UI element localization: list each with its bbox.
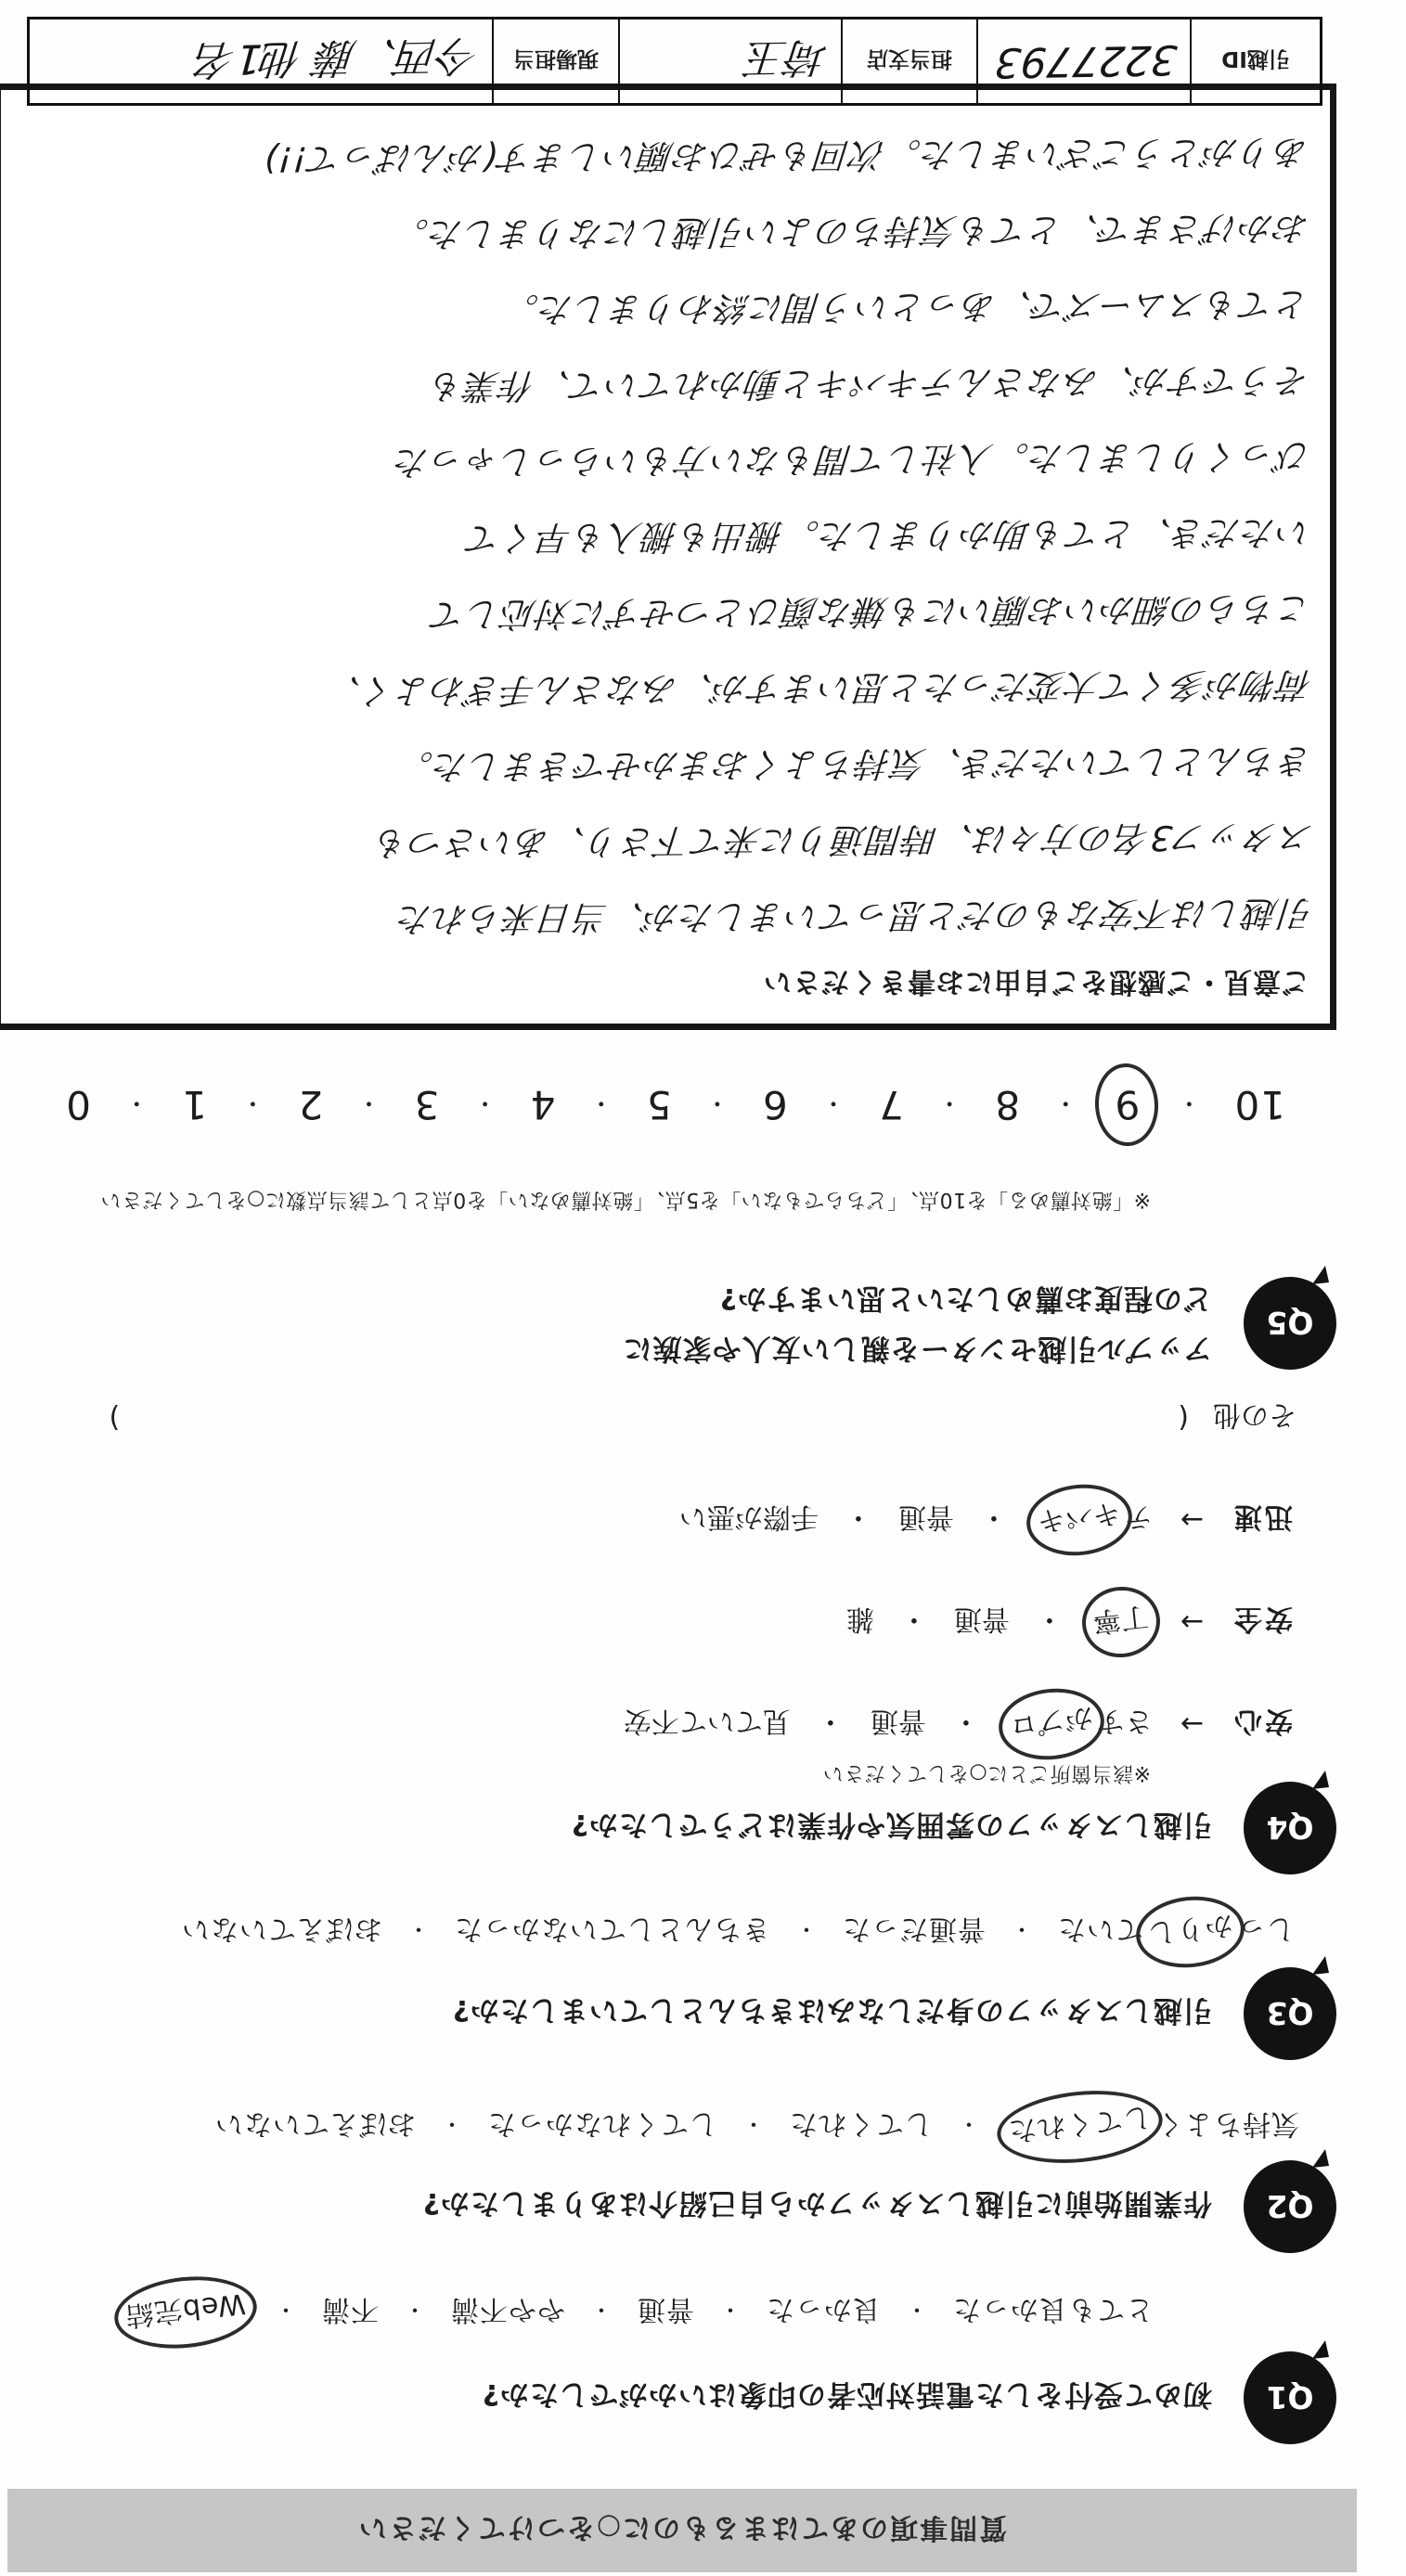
q5-title-line1: アップル引越センターを親しい友人や家族に [622, 1332, 1212, 1365]
q3-badge-label: Q3 [1266, 1995, 1314, 2032]
question-4 [571, 1782, 1336, 1874]
q1-options [122, 2288, 1154, 2337]
q3-title: 引越しスタッフの身だしなみはきちんとしていましたか? [452, 1993, 1212, 2028]
comment-line: こちらの細かいお願いにも嫌な顔ひとつせずに対応して [429, 588, 1313, 635]
scale-value-5[interactable]: 5 [645, 1082, 672, 1128]
comment-line: いただき、とても助かりました。搬出も搬入も早くて [465, 512, 1313, 559]
scale-value-3[interactable]: 3 [413, 1082, 440, 1128]
option[interactable]: 雑 [845, 1603, 874, 1635]
option-separator: ・ [957, 2111, 980, 2138]
q5-note: ※「絶対薦める」を10点、「どちらでもない」を5点、「絶対薦めない」を0点として該当点数に○をしてください [100, 1188, 1151, 1211]
scale-separator: ・ [703, 1088, 729, 1117]
arrow-icon: → [1180, 1503, 1204, 1537]
option[interactable]: 普通 [953, 1603, 1010, 1635]
q5-badge-icon [1244, 1277, 1336, 1370]
q3-badge-icon [1244, 1967, 1336, 2060]
option[interactable]: 普通 [870, 1705, 926, 1737]
branch-value [620, 19, 841, 103]
q4-badge-label: Q4 [1266, 1810, 1314, 1847]
option[interactable]: しっかりしていた [1057, 1908, 1295, 1956]
scale-separator: ・ [936, 1088, 962, 1117]
option[interactable]: してくれた [789, 2107, 933, 2140]
question-3 [452, 1967, 1336, 2060]
option[interactable]: 手際が悪い [678, 1501, 819, 1533]
option[interactable]: 見ていて不安 [623, 1705, 791, 1737]
scale-separator: ・ [1176, 1088, 1202, 1117]
question-5 [623, 1273, 1336, 1373]
q4-badge-icon [1244, 1782, 1336, 1874]
arrow-icon: → [1180, 1707, 1204, 1741]
option[interactable]: テキパキ [1034, 1496, 1153, 1544]
scale-value-10[interactable]: 10 [1233, 1082, 1285, 1128]
q2-title: 作業開始前に引越しスタッフから自己紹介はありましたか? [422, 2186, 1212, 2221]
q4-other-paren-open: ( [1178, 1401, 1189, 1435]
q1-badge-label: Q1 [1266, 2379, 1314, 2416]
option[interactable]: おぼえていない [181, 1913, 382, 1945]
comment-box[interactable] [0, 84, 1336, 1030]
q2-options [214, 2100, 1299, 2151]
option[interactable]: さすがプロ [1006, 1700, 1153, 1748]
comment-line: 引越しは不安なものだと思っていましたが、当日来られた [395, 893, 1316, 940]
scale-separator: ・ [1052, 1088, 1078, 1117]
option-separator: ・ [742, 2111, 765, 2138]
option-separator: ・ [794, 1916, 818, 1943]
option[interactable]: 普通だった [842, 1913, 986, 1945]
scale-value-6[interactable]: 6 [762, 1082, 788, 1128]
option[interactable]: おぼえていない [214, 2107, 416, 2140]
comment-line: びっくりしました。入社して間もない方もいらっしゃった [393, 436, 1312, 483]
q4-note: ※該当箇所ごとに○をしてください [822, 1761, 1151, 1784]
arrow-icon: → [1180, 1605, 1204, 1639]
q1-badge-icon [1244, 2351, 1336, 2444]
comment-line: ありがとうございました。次回もぜひお願いします(がんばって!!) [262, 132, 1310, 180]
option-separator: ・ [951, 1705, 980, 1737]
option-separator: ・ [816, 1705, 845, 1737]
instruction-text: 質問事項のあてはまるものに○をつけてください [356, 2511, 1008, 2544]
option[interactable]: 普通 [637, 2293, 694, 2325]
option-separator: ・ [899, 1603, 928, 1635]
option-separator: ・ [718, 2297, 742, 2324]
scale-value-0[interactable]: 0 [65, 1082, 92, 1128]
q5-title-line2: どの程度お薦めしたいと思いますか? [719, 1282, 1212, 1315]
q4-other-row[interactable] [110, 1397, 1296, 1438]
scale-separator: ・ [239, 1088, 265, 1117]
crew-value [30, 19, 492, 103]
option[interactable]: 不満 [321, 2293, 379, 2325]
q1-title: 初めて受付をした電話対応者の印象はいかがでしたか? [482, 2377, 1212, 2412]
comment-line: おかげさまで、とても気持ちのよい引越しになりました。 [392, 208, 1311, 255]
scale-value-9[interactable] [1110, 1079, 1143, 1132]
q4-row-label: 安全 [1232, 1603, 1293, 1635]
comment-line: とてもスムーズで、あっという間に終わりました。 [501, 284, 1311, 330]
option[interactable]: きちんとしていなかった [454, 1913, 770, 1945]
q4-row-安全 [846, 1598, 1293, 1646]
scale-separator: ・ [587, 1088, 613, 1117]
q4-other-paren-close: ) [109, 1401, 121, 1435]
footer-id-table [27, 17, 1322, 106]
option[interactable]: とても良かった [952, 2293, 1154, 2325]
q5-badge-label: Q5 [1266, 1305, 1314, 1342]
option-separator: ・ [1010, 1916, 1033, 1943]
branch-handwriting: 埼玉 [744, 32, 831, 82]
option[interactable]: 普通 [897, 1501, 954, 1533]
comment-line: きちんとしていただき、気持ちよくおまかせできました。 [395, 741, 1315, 788]
option-separator: ・ [274, 2297, 297, 2324]
option-separator: ・ [589, 2297, 613, 2324]
comment-line: そうですが、みなさんテキパキと動かれていて、作業も [428, 360, 1312, 406]
scale-value-1[interactable]: 1 [181, 1082, 208, 1128]
q3-options [181, 1908, 1295, 1956]
q4-row-迅速 [679, 1496, 1293, 1544]
option[interactable]: やや不満 [450, 2293, 565, 2325]
q4-other-label: その他 [1213, 1398, 1296, 1431]
handwritten-circle: してくれた [994, 2083, 1167, 2170]
option[interactable] [122, 2288, 250, 2337]
scale-separator: ・ [355, 1088, 381, 1117]
option-separator: ・ [905, 2297, 928, 2324]
question-1 [482, 2351, 1336, 2444]
handwritten-comment [17, 113, 1314, 960]
comment-line: 荷物が多くて大変だったと思いますが、みなさん手ぎわよく、 [324, 664, 1314, 712]
move-id-handwriting: 3227793 [993, 35, 1179, 87]
branch-label: 担当支店 [841, 19, 978, 103]
option-separator: ・ [403, 2297, 426, 2324]
q4-row-安心 [624, 1700, 1293, 1748]
scale-value-2[interactable]: 2 [297, 1082, 324, 1128]
option[interactable]: してくれなかった [487, 2107, 717, 2140]
option[interactable]: 良かった [766, 2293, 881, 2325]
scale-separator: ・ [123, 1088, 149, 1117]
handwritten-circle: がプロ [995, 1683, 1107, 1765]
comment-line: スタッフ3名の方々は、時間通りに来て下さり、あいさつも [372, 817, 1315, 864]
option-separator: ・ [440, 2111, 463, 2138]
q4-title: 引越しスタッフの雰囲気や作業はどうでしたか? [571, 1808, 1212, 1842]
scale-value-4[interactable]: 4 [529, 1082, 556, 1128]
option-separator: ・ [979, 1501, 1008, 1533]
handwritten-circle: 丁寧 [1078, 1583, 1163, 1661]
q4-row-label: 安心 [1232, 1705, 1293, 1737]
nps-scale [65, 1063, 1285, 1147]
q4-row-options [846, 1598, 1153, 1646]
scale-value-7[interactable]: 7 [878, 1082, 904, 1128]
handwritten-circle: かりし [1132, 1891, 1247, 1973]
handwritten-circle: Web完結 [110, 2270, 261, 2355]
crew-label: 現場担当 [492, 19, 620, 103]
handwritten-circle: 9 [1093, 1063, 1160, 1148]
move-id-label: 引越ID [1190, 19, 1320, 103]
comment-header: ご意見・ご感想をご自由にお書きください [763, 965, 1309, 998]
scale-separator: ・ [819, 1088, 845, 1117]
q2-badge-label: Q2 [1266, 2188, 1314, 2225]
instruction-bar [7, 2489, 1357, 2572]
scale-value-8[interactable]: 8 [994, 1082, 1021, 1128]
question-2 [422, 2160, 1336, 2253]
option-separator: ・ [844, 1501, 872, 1533]
scale-separator: ・ [471, 1088, 497, 1117]
option-separator: ・ [406, 1916, 430, 1943]
move-id-value [978, 19, 1190, 103]
option[interactable]: 気持ちよくしてくれた [1004, 2103, 1299, 2151]
q4-row-options [679, 1496, 1153, 1544]
crew-handwriting: 今西、藤 他1名 [193, 31, 482, 84]
handwritten-circle: キパキ [1023, 1479, 1135, 1561]
q4-row-label: 迅速 [1232, 1501, 1293, 1533]
option[interactable] [1090, 1598, 1153, 1646]
option-separator: ・ [1035, 1603, 1064, 1635]
q2-badge-icon [1244, 2160, 1336, 2253]
q4-row-options [624, 1700, 1153, 1748]
